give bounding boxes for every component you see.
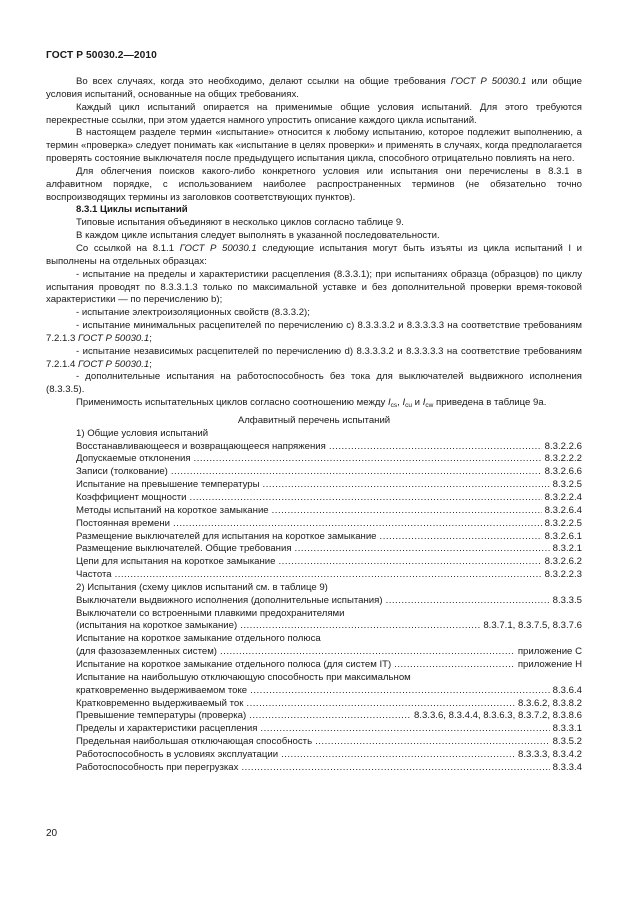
text: следующие испытания могут быть изъяты из цикла испытаний I и выполнены на отдельных образцах: — [46, 242, 582, 267]
index-term: Размещение выключателей. Общие требования — [76, 543, 292, 555]
index-entry — [76, 479, 582, 492]
index-ref: приложение Н — [517, 658, 582, 670]
text: ; — [149, 332, 152, 344]
index-entry — [76, 595, 582, 608]
index-entry — [76, 762, 582, 775]
leader-dots — [194, 453, 542, 466]
index-ref: 8.3.2.6.6 — [544, 466, 582, 478]
index-entry — [76, 441, 582, 454]
index-term: Кратковременно выдерживаемый ток — [76, 697, 244, 709]
index-ref: 8.3.2.5 — [552, 479, 582, 491]
index-term: Восстанавливающееся и возвращающееся напряжения — [76, 440, 326, 452]
index-entry — [76, 518, 582, 531]
index-entry-line: Испытание на наибольшую отключающую способность при максимальном — [76, 671, 411, 683]
index-entry — [76, 659, 582, 672]
text: Во всех случаях, когда это необходимо, делают ссылки на общие требования — [76, 76, 451, 87]
index-entry — [76, 698, 582, 711]
index-term: Предельная наибольшая отключающая способность — [76, 736, 313, 748]
paragraph-5: Типовые испытания объединяют в несколько циклов согласно таблице 9. — [76, 217, 404, 229]
leader-dots — [260, 723, 549, 736]
standard-ref: ГОСТ Р 50030.1 — [450, 76, 527, 87]
text: , — [397, 397, 403, 409]
index-ref: 8.3.3.5 — [552, 594, 582, 606]
section1-list — [46, 441, 582, 582]
document-header: ГОСТ Р 50030.2—2010 — [46, 50, 157, 61]
text: и — [412, 397, 423, 409]
index-ref: 8.3.5.2 — [552, 736, 582, 748]
subscript: cw — [425, 402, 434, 410]
bullet-2: - испытание электроизоляционных свойств (8.3.3.2); — [76, 307, 310, 319]
text: или общие условия испытаний, основанные на общих требованиях. — [46, 76, 582, 100]
symbol-i: I — [402, 397, 406, 409]
page-number: 20 — [46, 828, 58, 839]
text: Применимость испытательных циклов согласно соотношению между — [76, 397, 388, 409]
index-ref: 8.3.2.2.4 — [544, 492, 582, 503]
paragraph-4: Для облегчения поисков какого-либо конкретного условия или испытания они перечислены в 8.3.1 в алфавитном порядке, с использованием наиболее распространенных терминов (не обязательно точно воспроизводящих термины из заголовков соответствующих пунктов). — [46, 165, 582, 203]
section2-list — [46, 595, 582, 775]
leader-dots — [272, 505, 542, 518]
standard-ref: ГОСТ Р 50030.1 — [179, 242, 257, 254]
index-entry — [76, 685, 582, 698]
index-entry — [76, 453, 582, 466]
paragraph-3: В настоящем разделе термин «испытание» относится к любому испытанию, которое подлежит выполнению, а термин «проверка» следует понимать как «испытание в целях проверки» и применять в случаях, когда предполагается проверять состояние выключателя после предыдущего испытания цикла, способного отрицательно повлиять на него. — [46, 127, 582, 165]
index-term: Превышение температуры (проверка) — [76, 710, 247, 722]
section-heading-8-3-1: 8.3.1 Циклы испытаний — [76, 204, 188, 216]
text: приведена в таблице 9а. — [433, 397, 547, 409]
subscript: cs — [390, 402, 398, 410]
index-term: (для фазозаземленных систем) — [76, 646, 217, 658]
index-ref: приложение С — [517, 646, 582, 658]
text: Со ссылкой на 8.1.1 — [76, 242, 180, 254]
index-ref: 8.3.2.6.2 — [544, 556, 582, 568]
section2-rest-list — [76, 698, 582, 775]
index-entry — [76, 723, 582, 736]
index-entry — [76, 620, 582, 633]
index-entry-line: Выключатели со встроенными плавкими предохранителями — [76, 607, 345, 619]
leader-dots — [220, 646, 515, 659]
leader-dots — [329, 441, 542, 454]
index-ref: 8.3.3.3, 8.3.4.2 — [517, 748, 582, 760]
leader-dots — [281, 749, 515, 762]
index-entry — [76, 556, 582, 569]
paragraph-8 — [46, 397, 582, 413]
leader-dots — [190, 492, 542, 505]
index-term: Постоянная времени — [76, 517, 170, 529]
index-ref: 8.3.7.1, 8.3.7.5, 8.3.7.6 — [483, 620, 582, 632]
section2-heading: 2) Испытания (схему циклов испытаний см. в таблице 9) — [76, 581, 328, 593]
leader-dots — [250, 685, 550, 698]
index-ref: 8.3.3.1 — [552, 723, 582, 735]
index-ref: 8.3.2.2.6 — [544, 440, 582, 452]
index-entry — [76, 736, 582, 749]
index-term: Работоспособность при перегрузках — [76, 761, 239, 773]
index-ref: 8.3.2.1 — [552, 543, 582, 555]
leader-dots — [263, 479, 550, 492]
bullet-3 — [46, 320, 582, 346]
index-term: Коэффициент мощности — [76, 492, 187, 503]
standard-ref: ГОСТ Р 50030.1 — [78, 358, 150, 370]
leader-dots — [173, 518, 542, 531]
index-term: Испытание на превышение температуры — [76, 479, 260, 491]
text: - испытание независимых расцепителей по перечислению d) 8.3.3.3.2 и 8.3.3.3.3 на соответствие требованиям 7.2.1.4 — [46, 345, 582, 370]
index-term: Испытание на короткое замыкание отдельного полюса (для систем IT) — [76, 658, 392, 670]
index-term: Записи (толкование) — [76, 466, 168, 478]
leader-dots — [240, 620, 480, 633]
bullet-5: - дополнительные испытания на работоспособность без тока для выключателей выдвижного исполнения (8.3.3.5). — [46, 371, 582, 396]
leader-dots — [394, 659, 515, 672]
index-term: Работоспособность в условиях эксплуатации — [76, 748, 279, 760]
index-entry — [76, 646, 582, 659]
paragraph-7 — [46, 243, 582, 269]
index-ref: 8.3.6.4 — [552, 684, 582, 696]
leader-dots — [279, 556, 542, 569]
index-entry — [76, 466, 582, 479]
leader-dots — [249, 710, 411, 723]
index-term: Частота — [76, 569, 112, 581]
index-entry — [76, 505, 582, 518]
index-term: Допускаемые отклонения — [76, 453, 191, 465]
standard-ref: ГОСТ Р 50030.1 — [78, 332, 150, 344]
index-entry — [76, 492, 582, 505]
leader-dots — [380, 531, 542, 544]
paragraph-2: Каждый цикл испытаний опирается на применимые общие условия испытаний. Для этого требуются перекрестные ссылки, при этом удается намного упростить описание каждого цикла испытаний. — [46, 101, 582, 126]
index-entry — [76, 531, 582, 544]
list-title: Алфавитный перечень испытаний — [237, 414, 391, 426]
index-entry — [76, 569, 582, 582]
bullet-4 — [46, 346, 582, 372]
index-term: Размещение выключателей для испытания на короткое замыкание — [76, 530, 377, 542]
leader-dots — [246, 698, 515, 711]
index-term: кратковременно выдерживаемом токе — [76, 684, 248, 696]
index-ref: 8.3.6.2, 8.3.8.2 — [517, 697, 582, 709]
index-ref: 8.3.2.2.5 — [544, 517, 582, 529]
index-ref: 8.3.3.4 — [552, 761, 582, 773]
index-term: Выключатели выдвижного исполнения (дополнительные испытания) — [76, 594, 383, 606]
leader-dots — [295, 543, 550, 556]
document-body — [46, 76, 582, 775]
paragraph-6: В каждом цикле испытания следует выполнять в указанной последовательности. — [76, 230, 440, 242]
index-term: Пределы и характеристики расцепления — [76, 723, 258, 735]
bullet-1: - испытание на пределы и характеристики расцепления (8.3.3.1); при испытаниях образца (образцов) по циклу испытания проводят по 8.3.3.1.3 только по максимальной уставке и без дополнительной проверки время-токовой характеристики — по перечислению b); — [46, 268, 582, 306]
symbol-i: I — [422, 397, 426, 409]
subscript: cu — [405, 402, 413, 410]
text: ; — [149, 358, 152, 370]
leader-dots — [171, 466, 542, 479]
leader-dots — [241, 762, 549, 775]
index-ref: 8.3.2.6.4 — [544, 504, 582, 516]
index-entry — [76, 749, 582, 762]
index-ref: 8.3.2.2.2 — [544, 453, 582, 465]
index-entry — [76, 710, 582, 723]
index-ref: 8.3.3.6, 8.3.4.4, 8.3.6.3, 8.3.7.2, 8.3.8.6 — [413, 710, 582, 722]
leader-dots — [115, 569, 542, 582]
index-ref: 8.3.2.2.3 — [544, 569, 582, 581]
text: - испытание минимальных расцепителей по перечислению c) 8.3.3.3.2 и 8.3.3.3.3 на соответствие требованиям 7.2.1.3 — [46, 320, 582, 344]
symbol-i: I — [387, 397, 391, 409]
index-term: Цепи для испытания на короткое замыкание — [76, 556, 276, 568]
index-ref: 8.3.2.6.1 — [544, 530, 582, 542]
paragraph-1 — [46, 76, 582, 102]
index-entry — [76, 543, 582, 556]
index-term: (испытания на короткое замыкание) — [76, 620, 238, 632]
index-term: Методы испытаний на короткое замыкание — [76, 504, 269, 516]
index-entry-line: Испытание на короткое замыкание отдельного полюса — [76, 633, 321, 645]
leader-dots — [315, 736, 550, 749]
section1-heading: 1) Общие условия испытаний — [76, 427, 209, 439]
leader-dots — [386, 595, 550, 608]
